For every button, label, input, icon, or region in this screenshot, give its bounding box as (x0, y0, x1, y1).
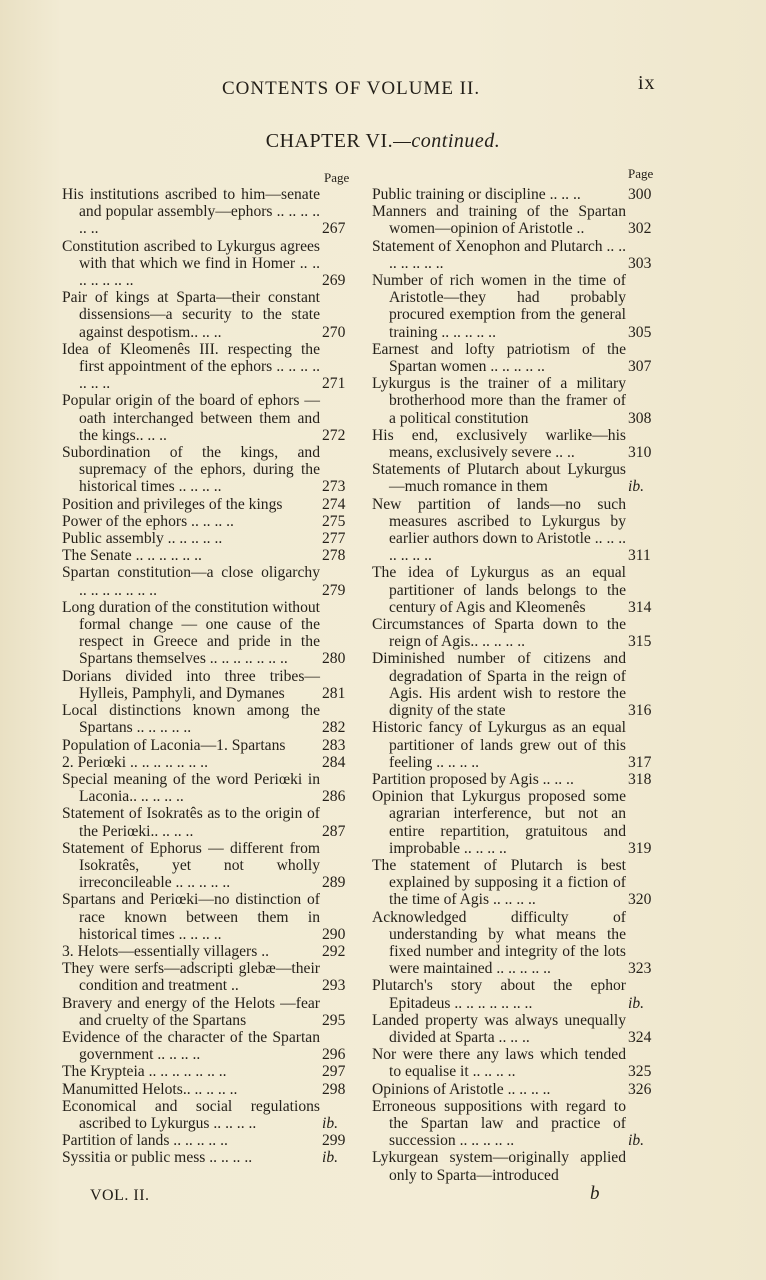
entry-page-number: 298 (322, 1080, 346, 1098)
entry-text: Number of rich women in the time of Aristotle—they had probably procured exemption from the general training .. .. .. .. .. (372, 272, 626, 341)
entry-text: Manners and training of the Spartan women—opinion of Aristotle .. (372, 203, 626, 238)
entry-text: Landed property was always unequally divided at Sparta .. .. .. (372, 1011, 626, 1046)
contents-entry (62, 289, 356, 341)
entry-text: Special meaning of the word Periœki in Laconia.. .. .. .. .. (62, 770, 320, 806)
entry-text: Opinions of Aristotle .. .. .. .. (372, 1080, 551, 1098)
contents-entry (62, 771, 356, 805)
entry-text: Pair of kings at Sparta—their constant dissensions—a security to the state against despotism.. .. .. (62, 289, 320, 341)
entry-text: Subordination of the kings, and supremacy of the ephors, during the historical times .. .. .. .. (62, 444, 320, 496)
contents-entry (62, 1149, 356, 1166)
entry-page-number: ib. (628, 1132, 645, 1150)
contents-entry (372, 238, 662, 272)
entry-page-number: 281 (322, 684, 346, 702)
entry-text: Erroneous suppositions with regard to the Spartan law and practice of succession .. .. .. .. .. (372, 1097, 626, 1150)
entry-page-number: 320 (628, 891, 652, 909)
entry-text: Spartans and Periœki—no distinction of race known between them in historical times .. .. .. .. (62, 891, 320, 943)
entry-text: 3. Helots—essentially villagers .. (62, 942, 270, 960)
contents-entry (62, 1029, 356, 1063)
contents-entry (372, 1012, 662, 1046)
contents-entry (372, 771, 662, 788)
contents-entry (62, 943, 356, 960)
entry-text: The Senate .. .. .. .. .. .. (62, 547, 202, 565)
entry-page-number: ib. (628, 478, 645, 496)
entry-page-number: 310 (628, 444, 652, 462)
entry-text: Public assembly .. .. .. .. .. (62, 530, 223, 548)
entry-page-number: 324 (628, 1028, 652, 1046)
entry-page-number: 317 (628, 753, 652, 771)
contents-entry (372, 616, 662, 650)
contents-entry (62, 341, 356, 393)
volume-label: VOL. II. (90, 1187, 150, 1204)
entry-text: Population of Laconia—1. Spartans (62, 736, 286, 754)
contents-entry (62, 1081, 356, 1098)
entry-text: They were serfs—adscripti glebæ—their condition and treatment .. (62, 960, 320, 995)
right-page-column-label: Page (628, 166, 654, 181)
entry-page-number: ib. (322, 1149, 339, 1167)
entry-text: Plutarch's story about the ephor Epitadeus .. .. .. .. .. .. .. (372, 977, 626, 1012)
page-number: ix (638, 72, 656, 94)
contents-entry (62, 564, 356, 598)
entry-text: Partition of lands .. .. .. .. .. (62, 1132, 228, 1150)
contents-entry (372, 427, 662, 461)
entry-text: Long duration of the constitution without formal change — one cause of the respect in Greece and pride in the Spartans themselves .. .. .. .. .. .. .. (62, 598, 320, 668)
contents-entry (62, 496, 356, 513)
entry-text: Opinion that Lykurgus proposed some agrarian interference, but not an entire repartition, gratuitous and improbable .. .. .. .. (372, 788, 626, 857)
contents-entry (62, 891, 356, 943)
contents-entry (62, 702, 356, 736)
entry-text: Partition proposed by Agis .. .. .. (372, 770, 574, 788)
contents-entry (62, 238, 356, 290)
contents-entry (372, 1098, 662, 1150)
contents-entry (372, 272, 662, 341)
entry-text: Diminished number of citizens and degradation of Sparta in the reign of Agis. His ardent wish to restore the dignity of the state (372, 650, 626, 720)
entry-text: Local distinctions known among the Spartans .. .. .. .. .. (62, 702, 320, 737)
entry-page-number: 269 (322, 272, 346, 290)
entry-page-number: 275 (322, 512, 346, 530)
entry-text: New partition of lands—no such measures ascribed to Lykurgus by earlier authors down to Aristotle .. .. .. .. .. .. .. (372, 495, 626, 565)
entry-text: Idea of Kleomenês III. respecting the first appointment of the ephors .. .. .. .. .. .. .. (62, 340, 320, 393)
entry-text: Statement of Isokratês as to the origin of the Periœki.. .. .. .. (62, 805, 320, 840)
contents-entry (372, 977, 662, 1011)
entry-text: Power of the ephors .. .. .. .. (62, 512, 234, 530)
entry-page-number: 319 (628, 839, 652, 857)
contents-entry (372, 1046, 662, 1080)
contents-entry (62, 995, 356, 1029)
entry-page-number: 289 (322, 874, 346, 892)
entry-page-number: 278 (322, 547, 346, 565)
contents-entry (372, 857, 662, 909)
entry-page-number: 305 (628, 323, 652, 341)
contents-entry (372, 650, 662, 719)
entry-text: Manumitted Helots.. .. .. .. .. (62, 1080, 238, 1098)
entry-text: Historic fancy of Lykurgus as an equal partitioner of lands grew out of this feeling .. .. .. .. (372, 719, 626, 771)
entry-text: Circumstances of Sparta down to the reign of Agis.. .. .. .. .. (372, 616, 626, 651)
contents-entry (62, 1063, 356, 1080)
entry-text: Nor were there any laws which tended to equalise it .. .. .. .. (372, 1046, 626, 1081)
entry-text: His institutions ascribed to him—senate and popular assembly—ephors .. .. .. .. .. .. (62, 186, 320, 238)
entry-text: Earnest and lofty patriotism of the Spartan women .. .. .. .. .. (372, 340, 626, 376)
contents-entry (372, 564, 662, 616)
contents-entry (372, 496, 662, 565)
contents-entry (62, 737, 356, 754)
contents-entry (372, 1149, 662, 1183)
contents-entry (62, 1098, 356, 1132)
entry-text: The Krypteia .. .. .. .. .. .. .. (62, 1063, 227, 1081)
entry-text: Bravery and energy of the Helots —fear and cruelty of the Spartans (62, 994, 320, 1029)
entry-page-number: 295 (322, 1011, 346, 1029)
entry-text: Position and privileges of the kings (62, 495, 283, 513)
entry-text: Economical and social regulations ascribed to Lykurgus .. .. .. .. (62, 1097, 320, 1132)
contents-entry (62, 960, 356, 994)
entry-page-number: 307 (628, 358, 652, 376)
contents-entry (372, 788, 662, 857)
left-page-column-label: Page (324, 170, 350, 185)
contents-entry (372, 203, 662, 237)
entry-page-number: 270 (322, 323, 346, 341)
chapter-title: CHAPTER VI. (265, 130, 394, 152)
entry-text: Spartan constitution—a close oligarchy .. .. .. .. .. .. .. (62, 564, 320, 599)
entry-page-number: 292 (322, 942, 346, 960)
entry-page-number: 296 (322, 1046, 346, 1064)
entry-page-number: 308 (628, 409, 652, 427)
entry-page-number: 300 (628, 186, 652, 203)
chapter-heading (0, 130, 766, 153)
entry-text: 2. Periœki .. .. .. .. .. .. .. (62, 753, 208, 771)
contents-entry (62, 599, 356, 668)
entry-page-number: 272 (322, 426, 346, 444)
contents-entry (62, 186, 356, 238)
contents-entry (62, 805, 356, 839)
left-contents-column (62, 186, 356, 1167)
entry-page-number: ib. (628, 994, 645, 1012)
contents-entry (62, 754, 356, 771)
entry-page-number: 293 (322, 977, 346, 995)
entry-page-number: 286 (322, 788, 346, 806)
entry-page-number: 290 (322, 925, 346, 943)
entry-page-number: 277 (322, 530, 346, 548)
entry-page-number: 282 (322, 719, 346, 737)
entry-page-number: 303 (628, 254, 652, 272)
contents-entry (62, 513, 356, 530)
entry-page-number: 314 (628, 598, 652, 616)
entry-page-number: 325 (628, 1063, 652, 1081)
entry-text: Lykurgus is the trainer of a military brotherhood more than the framer of a political constitution (372, 375, 626, 427)
entry-text: Public training or discipline .. .. .. (372, 186, 581, 203)
entry-page-number: 299 (322, 1132, 346, 1150)
entry-text: Statement of Ephorus — different from Isokratês, yet not wholly irreconcileable .. .. .. .. .. (62, 839, 320, 892)
contents-entry (372, 719, 662, 771)
signature-mark: b (590, 1183, 600, 1204)
entry-text: Syssitia or public mess .. .. .. .. (62, 1149, 253, 1167)
entry-page-number: 279 (322, 581, 346, 599)
entry-text: Evidence of the character of the Spartan government .. .. .. .. (62, 1028, 320, 1064)
entry-page-number: 316 (628, 702, 652, 720)
entry-page-number: 284 (322, 753, 346, 771)
entry-page-number: 273 (322, 478, 346, 496)
entry-page-number: 326 (628, 1080, 652, 1098)
entry-text: The statement of Plutarch is best explained by supposing it a fiction of the time of Agis .. .. .. .. (372, 856, 626, 909)
contents-entry (62, 547, 356, 564)
running-head: CONTENTS OF VOLUME II. (222, 78, 481, 99)
entry-page-number: 297 (322, 1063, 346, 1081)
entry-page-number: 323 (628, 960, 652, 978)
contents-entry (372, 186, 662, 203)
entry-text: His end, exclusively warlike—his means, exclusively severe .. .. (372, 426, 626, 462)
entry-text: Constitution ascribed to Lykurgus agrees with that which we find in Homer .. .. .. .. .. .. .. (62, 237, 320, 290)
entry-text: Statement of Xenophon and Plutarch .. .. .. .. .. .. .. (372, 237, 626, 272)
entry-page-number: 283 (322, 736, 346, 754)
entry-page-number: 267 (322, 220, 346, 238)
right-contents-column (372, 186, 662, 1184)
entry-text: Statements of Plutarch about Lykurgus—much romance in them (372, 461, 626, 496)
entry-page-number: 274 (322, 495, 346, 513)
contents-entry (62, 392, 356, 444)
entry-page-number: ib. (322, 1114, 339, 1132)
chapter-continued: —continued. (393, 130, 501, 152)
entry-text: Popular origin of the board of ephors — oath interchanged between them and the kings.. .. .. (62, 392, 320, 444)
contents-entry (372, 909, 662, 978)
entry-text: Dorians divided into three tribes—Hylleis, Pamphyli, and Dymanes (62, 667, 320, 702)
entry-page-number: 287 (322, 822, 346, 840)
entry-text: Lykurgean system—originally applied only to Sparta—introduced (372, 1149, 626, 1184)
entry-page-number: 271 (322, 375, 346, 393)
entry-text: The idea of Lykurgus as an equal partitioner of lands belongs to the century of Agis and Kleomenês (372, 564, 626, 616)
contents-entry (372, 341, 662, 375)
entry-page-number: 280 (322, 650, 346, 668)
contents-entry (62, 530, 356, 547)
contents-entry (62, 668, 356, 702)
contents-entry (62, 444, 356, 496)
entry-text: Acknowledged difficulty of understanding by what means the fixed number and integrity of the lots were maintained .. .. .. .. .. (372, 908, 626, 978)
contents-entry (372, 1081, 662, 1098)
entry-page-number: 311 (628, 547, 651, 565)
entry-page-number: 318 (628, 770, 652, 788)
entry-page-number: 302 (628, 220, 652, 238)
contents-entry (62, 1132, 356, 1149)
contents-entry (372, 375, 662, 427)
contents-entry (62, 840, 356, 892)
contents-entry (372, 461, 662, 495)
entry-page-number: 315 (628, 633, 652, 651)
